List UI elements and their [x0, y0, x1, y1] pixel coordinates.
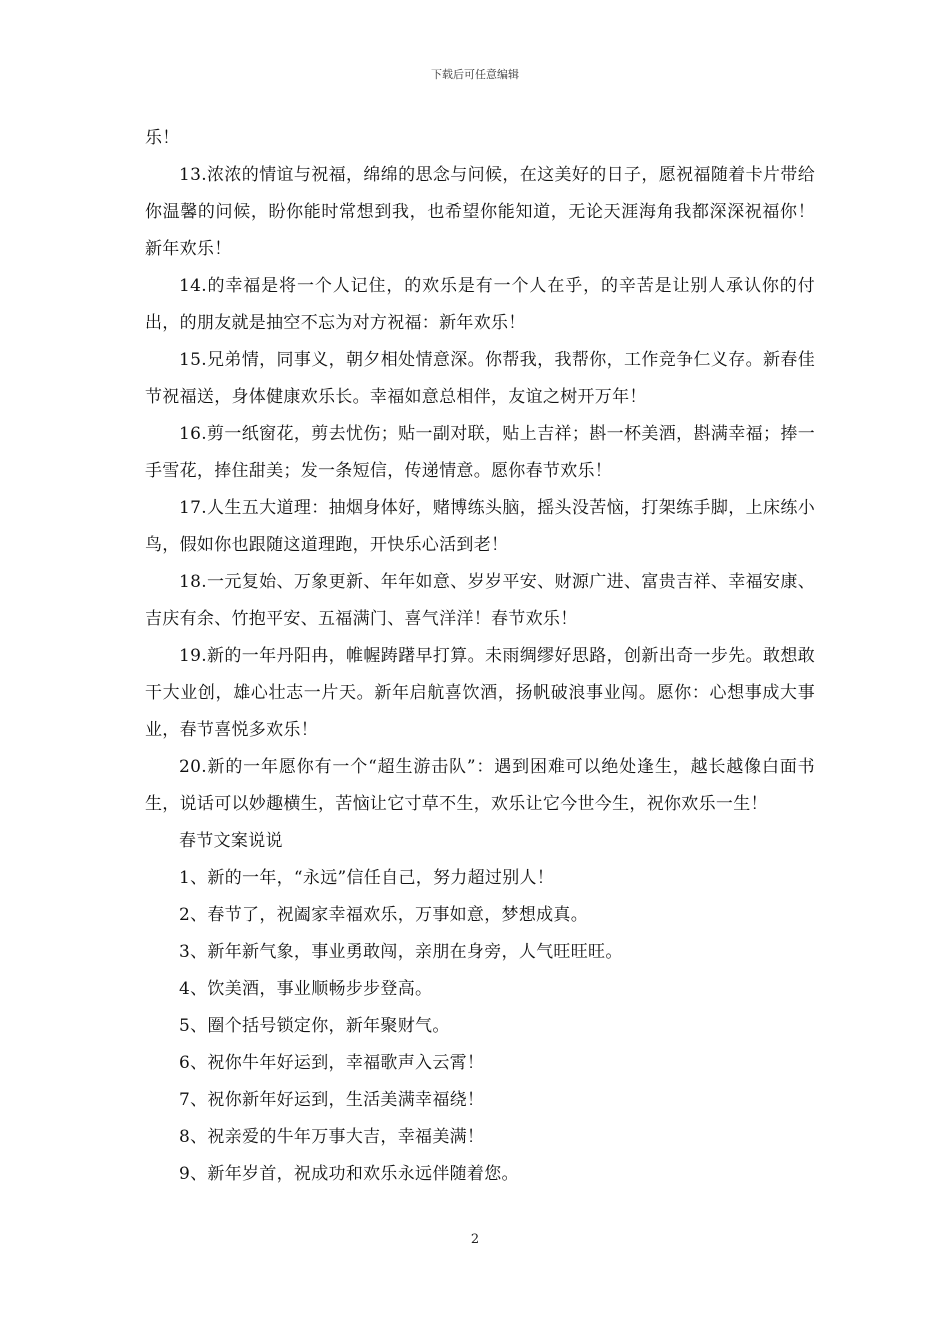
- section-heading: 春节文案说说: [179, 831, 283, 851]
- list-item: 1、新的一年，“永远”信任自己，努力超过别人！: [179, 868, 555, 888]
- paragraph: 13.浓浓的情谊与祝福，绵绵的思念与问候，在这美好的日子，愿祝福随着卡片带给你温馨的问候，盼你能时常想到我，也希望你能知道，无论天涯海角我都深深祝福你！新年欢乐！: [145, 165, 815, 259]
- list-item: 4、饮美酒，事业顺畅步步登高。: [179, 979, 433, 999]
- paragraph: 18.一元复始、万象更新、年年如意、岁岁平安、财源广进、富贵吉祥、幸福安康、吉庆有余、竹抱平安、五福满门、喜气洋洋！春节欢乐！: [145, 572, 815, 629]
- paragraph: 16.剪一纸窗花，剪去忧伤；贴一副对联，贴上吉祥；斟一杯美酒，斟满幸福；捧一手雪花，捧住甜美；发一条短信，传递情意。愿你春节欢乐！: [145, 424, 815, 481]
- paragraph: 乐！: [145, 128, 180, 148]
- page-header: 下载后可任意编辑: [431, 68, 519, 81]
- document-body: [145, 120, 815, 1193]
- list-item: 3、新年新气象，事业勇敢闯，亲朋在身旁，人气旺旺旺。: [179, 942, 623, 962]
- list-item: 6、祝你牛年好运到，幸福歌声入云霄！: [179, 1053, 485, 1073]
- page-number: 2: [470, 1232, 480, 1247]
- list-item: 8、祝亲爱的牛年万事大吉，幸福美满！: [179, 1127, 485, 1147]
- paragraph: 19.新的一年丹阳冉，帷幄踌躇早打算。未雨绸缪好思路，创新出奇一步先。敢想敢干大业创，雄心壮志一片天。新年启航喜饮酒，扬帆破浪事业闯。愿你：心想事成大事业，春节喜悦多欢乐！: [145, 646, 815, 740]
- list-item: 9、新年岁首，祝成功和欢乐永远伴随着您。: [179, 1164, 519, 1184]
- paragraph: 20.新的一年愿你有一个“超生游击队”：遇到困难可以绝处逢生，越长越像白面书生，说话可以妙趣横生，苦恼让它寸草不生，欢乐让它今世今生，祝你欢乐一生！: [145, 757, 815, 814]
- paragraph: 15.兄弟情，同事义，朝夕相处情意深。你帮我，我帮你，工作竞争仁义存。新春佳节祝福送，身体健康欢乐长。幸福如意总相伴，友谊之树开万年！: [145, 350, 815, 407]
- paragraph: 17.人生五大道理：抽烟身体好，赌博练头脑，摇头没苦恼，打架练手脚，上床练小鸟，假如你也跟随这道理跑，开快乐心活到老！: [145, 498, 815, 555]
- list-item: 7、祝你新年好运到，生活美满幸福绕！: [179, 1090, 485, 1110]
- list-item: 2、春节了，祝阖家幸福欢乐，万事如意，梦想成真。: [179, 905, 589, 925]
- list-item: 5、圈个括号锁定你，新年聚财气。: [179, 1016, 450, 1036]
- paragraph: 14.的幸福是将一个人记住，的欢乐是有一个人在乎，的辛苦是让别人承认你的付出，的朋友就是抽空不忘为对方祝福：新年欢乐！: [145, 276, 815, 333]
